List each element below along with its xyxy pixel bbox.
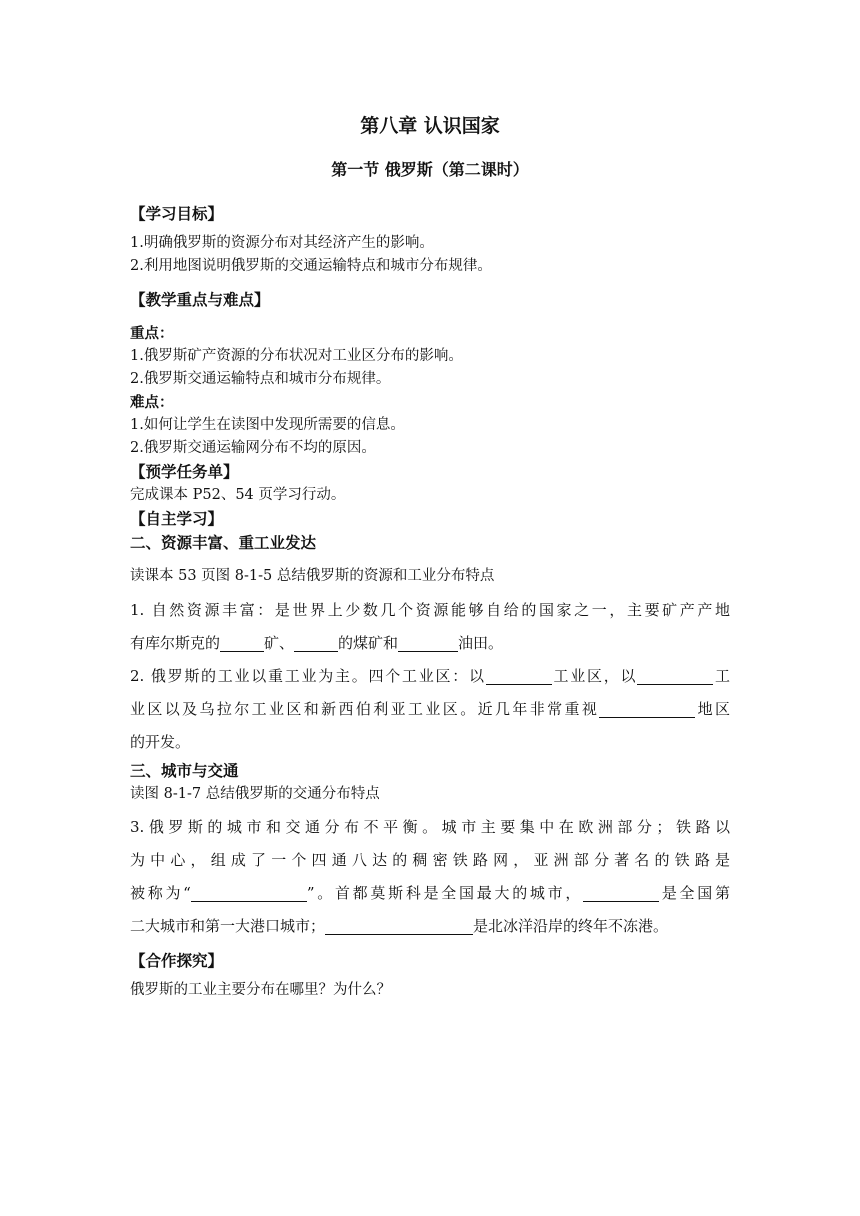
question-1-line-1: 1. 自然资源丰富：是世界上少数几个资源能够自给的国家之一，主要矿产产地 (130, 601, 730, 619)
fill-blank[interactable] (599, 699, 695, 718)
preview-heading: 【预学任务单】 (130, 462, 239, 481)
part3-intro: 读图 8-1-7 总结俄罗斯的交通分布特点 (130, 786, 380, 802)
fill-blank[interactable] (637, 666, 713, 685)
fill-blank[interactable] (325, 916, 473, 935)
fill-blank[interactable] (220, 633, 264, 652)
cooperation-heading: 【合作探究】 (130, 951, 224, 970)
preview-text: 完成课本 P52、54 页学习行动。 (130, 487, 346, 503)
difficulty-label: 难点： (130, 394, 174, 411)
question-3-line-3: 被称为“ ”。首都莫斯科是全国最大的城市， 是全国第 (130, 884, 730, 902)
question-2-line-2: 业区以及乌拉尔工业区和新西伯利亚工业区。近几年非常重视 地区 (130, 700, 730, 718)
focus-item: 1.俄罗斯矿产资源的分布状况对工业区分布的影响。 (130, 348, 463, 364)
key-points-heading: 【教学重点与难点】 (130, 290, 270, 309)
part2-intro: 读课本 53 页图 8-1-5 总结俄罗斯的资源和工业分布特点 (130, 568, 495, 584)
chapter-title: 第八章 认识国家 (360, 115, 500, 137)
fill-blank[interactable] (398, 633, 458, 652)
fill-blank[interactable] (583, 883, 659, 902)
self-study-heading: 【自主学习】 (130, 509, 224, 528)
fill-blank[interactable] (191, 883, 307, 902)
question-3-line-4: 二大城市和第一大港口城市； 是北冰洋沿岸的终年不冻港。 (130, 917, 669, 935)
fill-blank[interactable] (294, 633, 338, 652)
focus-item: 2.俄罗斯交通运输特点和城市分布规律。 (130, 371, 391, 387)
goals-heading: 【学习目标】 (130, 204, 224, 223)
goal-item: 1.明确俄罗斯的资源分布对其经济产生的影响。 (130, 235, 434, 251)
focus-label: 重点： (130, 325, 174, 342)
goal-item: 2.利用地图说明俄罗斯的交通运输特点和城市分布规律。 (130, 258, 492, 274)
question-1-line-2: 有库尔斯克的 矿、 的煤矿和 油田。 (130, 634, 504, 652)
question-3-line-2: 为中心，组成了一个四通八达的稠密铁路网，亚洲部分著名的铁路是 (130, 851, 730, 869)
question-3-line-1: 3.俄罗斯的城市和交通分布不平衡。城市主要集中在欧洲部分；铁路以 (130, 818, 730, 836)
question-2-line-1: 2. 俄罗斯的工业以重工业为主。四个工业区：以 工业区，以 工 (130, 667, 730, 685)
difficulty-item: 2.俄罗斯交通运输网分布不均的原因。 (130, 440, 376, 456)
cooperation-question: 俄罗斯的工业主要分布在哪里？为什么？ (130, 982, 391, 998)
part3-heading: 三、城市与交通 (130, 761, 239, 780)
section-title: 第一节 俄罗斯（第二课时） (331, 160, 529, 179)
document-content (130, 112, 730, 1002)
question-2-line-3: 的开发。 (130, 733, 191, 751)
difficulty-item: 1.如何让学生在读图中发现所需要的信息。 (130, 417, 405, 433)
part2-heading: 二、资源丰富、重工业发达 (130, 533, 317, 552)
fill-blank[interactable] (486, 666, 552, 685)
